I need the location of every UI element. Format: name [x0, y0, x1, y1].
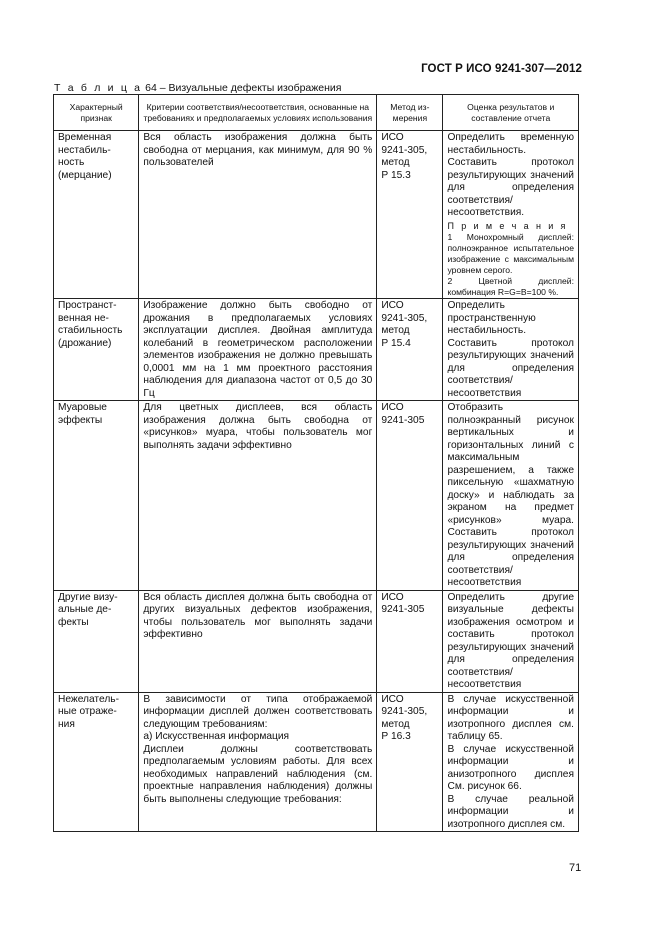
- column-header-feature: Характерный признак: [54, 95, 139, 131]
- table-row: [54, 131, 579, 299]
- evaluation-item: В случае реальной информации и изотропного дисплея см.: [447, 793, 574, 830]
- note-item: 1 Монохромный дисплей: полноэкранное испытательное изображение с максимальным уровнем серого.: [447, 232, 574, 275]
- criteria-cell: Вся область изображения должна быть свободна от мерцания, как минимум, для 90 % пользователей: [139, 131, 377, 299]
- column-header-evaluation: Оценка результатов и составление отчета: [443, 95, 579, 131]
- notes-title: П р и м е ч а н и я: [447, 220, 568, 231]
- criteria-cell: Вся область дисплея должна быть свободна от других визуальных дефектов изображения, чтобы пользователь мог выполнять задачи эффективно: [139, 590, 377, 692]
- criteria-cell: Для цветных дисплеев, вся область изображения должна быть свободна от «рисунков» муара, чтобы пользователь мог выполнять задачи эффективно: [139, 401, 377, 591]
- method-cell: ИСО 9241-305, метод Р 15.4: [377, 299, 443, 401]
- feature-cell: Другие визу- альные де- фекты: [54, 590, 139, 692]
- evaluation-cell: Определить пространственную нестабильность. Составить протокол результирующих значений для определения соответствия/несоответствия: [443, 299, 579, 401]
- page-number: 71: [569, 862, 582, 874]
- feature-cell: Пространст- венная не- стабильность (дрожание): [54, 299, 139, 401]
- caption-prefix: Т а б л и ц а: [54, 82, 143, 94]
- criteria-cell: [139, 692, 377, 832]
- note-item: 2 Цветной дисплей: комбинация R=G=B=100 %.: [447, 276, 574, 297]
- caption-title: – Визуальные дефекты изображения: [159, 82, 342, 94]
- evaluation-cell: Определить другие визуальные дефекты изображения осмотром и составить протокол результирующих значений для определения соответствия/ несоответствия: [443, 590, 579, 692]
- method-cell: ИСО 9241-305, метод Р 15.3: [377, 131, 443, 299]
- table-header-row: [54, 95, 579, 131]
- table-row: [54, 401, 579, 591]
- method-cell: ИСО 9241-305, метод Р 16.3: [377, 692, 443, 832]
- evaluation-item: В случае искусственной информации и изотропного дисплея см. таблицу 65.: [447, 693, 574, 742]
- defects-table: [53, 94, 579, 832]
- column-header-method: Метод из-мерения: [377, 95, 443, 131]
- caption-number: 64: [145, 82, 157, 94]
- column-header-criteria: Критерии соответствия/несоответствия, основанные на требованиях и предполагаемых условиях использования: [139, 95, 377, 131]
- feature-cell: Нежелатель- ные отраже- ния: [54, 692, 139, 832]
- method-cell: ИСО 9241-305: [377, 590, 443, 692]
- document-header: ГОСТ Р ИСО 9241-307—2012: [421, 63, 582, 75]
- table-row: [54, 692, 579, 832]
- table-row: [54, 590, 579, 692]
- method-cell: ИСО 9241-305: [377, 401, 443, 591]
- criteria-intro: В зависимости от типа отображаемой информации дисплей должен соответствовать следующим требованиям:: [143, 693, 373, 730]
- table-row: [54, 299, 579, 401]
- evaluation-item: В случае искусственной информации и анизотропного дисплея См. рисунок 66.: [447, 743, 574, 792]
- evaluation-text: Определить временную нестабильность. Составить протокол результирующих значений для определения соответствия/несоответствия.: [447, 132, 574, 218]
- evaluation-cell: Отобразить полноэкранный рисунок вертикальных и горизонтальных линий с максимальным разрешением, а также пиксельную «шахматную доску» и наблюдать за экраном на предмет «рисунков» муара. Составить протокол результирующих значений для определения соответствия/несоответствия: [443, 401, 579, 591]
- evaluation-cell: [443, 692, 579, 832]
- feature-cell: Муаровые эффекты: [54, 401, 139, 591]
- table-caption: [54, 82, 341, 94]
- evaluation-cell: [443, 131, 579, 299]
- criteria-text: Дисплеи должны соответствовать предполагаемым условиям работы. Для всех необходимых направлений наблюдения (см. проектные направления наблюдения) должны быть выполнены следующие требования:: [143, 743, 373, 805]
- criteria-subheading: а) Искусственная информация: [143, 731, 290, 742]
- feature-cell: Временная нестабиль- ность (мерцание): [54, 131, 139, 299]
- criteria-cell: Изображение должно быть свободно от дрожания в предполагаемых условиях эксплуатации дисплея. Двойная амплитуда колебаний в геометрическом расположении элементов изображения не должно превышать 0,0001 мм на 1 мм проектного расстояния наблюдения для диапазона частот от 0,5 до 30 Гц: [139, 299, 377, 401]
